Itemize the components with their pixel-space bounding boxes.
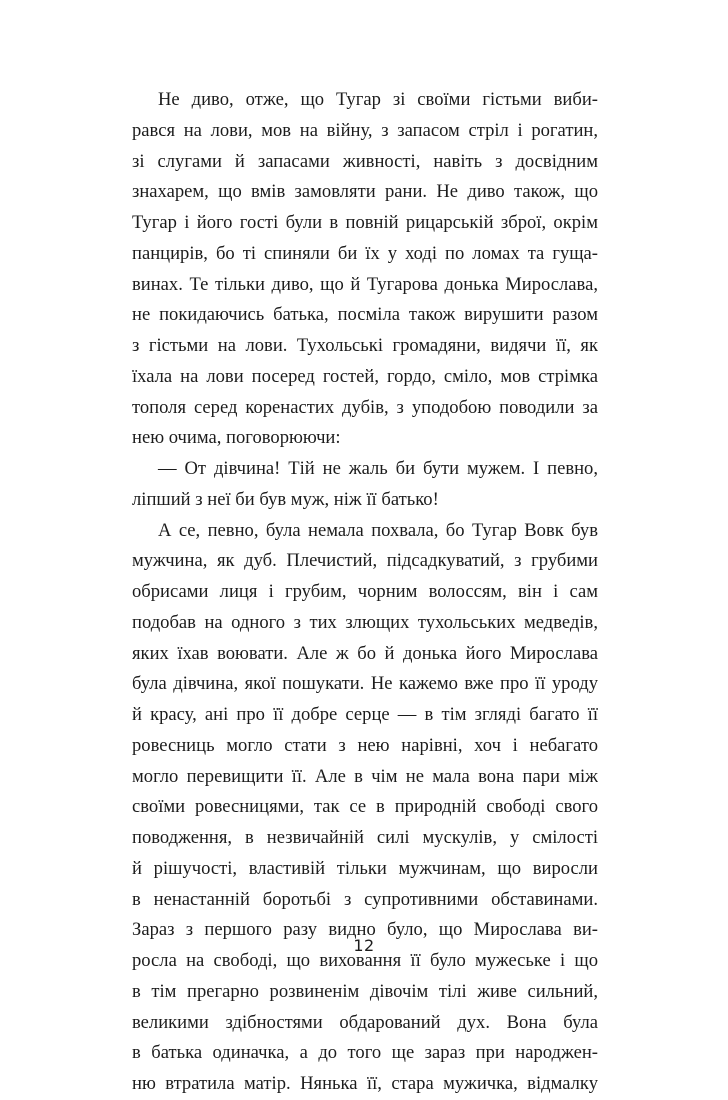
text-line: їхала на лови посеред гостей, гордо, сміло, мов стрімка [132, 365, 598, 387]
text-line: великими здібностями обдарований дух. Вона була [132, 1011, 598, 1033]
text-line: подобав на одного з тих злющих тухольських медведів, [132, 611, 598, 633]
text-line: винах. Те тільки диво, що й Тугарова донька Мирослава, [132, 273, 598, 295]
text-line: й рішучості, властивій тільки мужчинам, що виросли [132, 857, 598, 879]
text-line: росла на свободі, що виховання її було мужеське і що [132, 950, 598, 971]
text-line: поводження, в незвичайній силі мускулів, у смілості [132, 827, 598, 848]
text-line: в батька одиначка, а до того ще зараз при народжен- [132, 1042, 598, 1064]
text-line: зі слугами й запасами живності, навіть з досвідним [132, 150, 598, 172]
text-line: Зараз з першого разу видно було, що Мирослава ви- [132, 919, 598, 941]
text-line: обрисами лиця і грубим, чорним волоссям, він і сам [132, 581, 598, 602]
text-line: рався на лови, мов на війну, з запасом стріл і рогатин, [132, 119, 598, 141]
text-line: тополя серед коренастих дубів, з уподобою поводили за [132, 396, 598, 418]
text-line: могло перевищити її. Але в чім не мала вона пари між [132, 765, 598, 787]
text-line: в тім прегарно розвиненім дівочім тілі живе сильний, [132, 980, 598, 1002]
page-number: 12 [353, 936, 375, 955]
text-line: — От дівчина! Тій не жаль би бути мужем. І певно, [158, 458, 598, 479]
text-line: панцирів, бо ті спиняли би їх у ході по ломах та гуща- [132, 242, 598, 264]
text-line: знахарем, що вмів замовляти рани. Не диво також, що [132, 181, 598, 203]
text-line: Не диво, отже, що Тугар зі своїми гістьми виби- [158, 89, 598, 110]
text-line: в ненастанній боротьбі з супротивними обставинами. [132, 888, 598, 910]
text-line: Тугар і його гості були в повній рицарській зброї, окрім [132, 212, 598, 233]
text-line: ровесниць могло стати з нею нарівні, хоч і небагато [132, 734, 598, 756]
text-line: ню втратила матір. Нянька її, стара мужичка, відмалку [132, 1073, 598, 1094]
text-line: своїми ровесницями, так се в природній свободі свого [132, 796, 598, 818]
text-line: з гістьми на лови. Тухольські громадяни, видячи її, як [132, 335, 598, 356]
text-line: була дівчина, якої пошукати. Не кажемо вже про її уроду [132, 673, 598, 695]
text-line: А се, певно, була немала похвала, бо Тугар Вовк був [158, 519, 598, 541]
text-line: нею очима, поговорюючи: [132, 427, 341, 449]
text-line: ліпший з неї би був муж, ніж її батько! [132, 488, 439, 510]
text-line: не покидаючись батька, посміла також вирушити разом [132, 304, 598, 326]
text-line: й красу, ані про її добре серце — в тім згляді багато її [132, 704, 598, 725]
text-line: яких їхав воювати. Але ж бо й донька його Мирослава [132, 642, 598, 664]
text-line: мужчина, як дуб. Плечистий, підсадкуватий, з грубими [132, 550, 598, 572]
